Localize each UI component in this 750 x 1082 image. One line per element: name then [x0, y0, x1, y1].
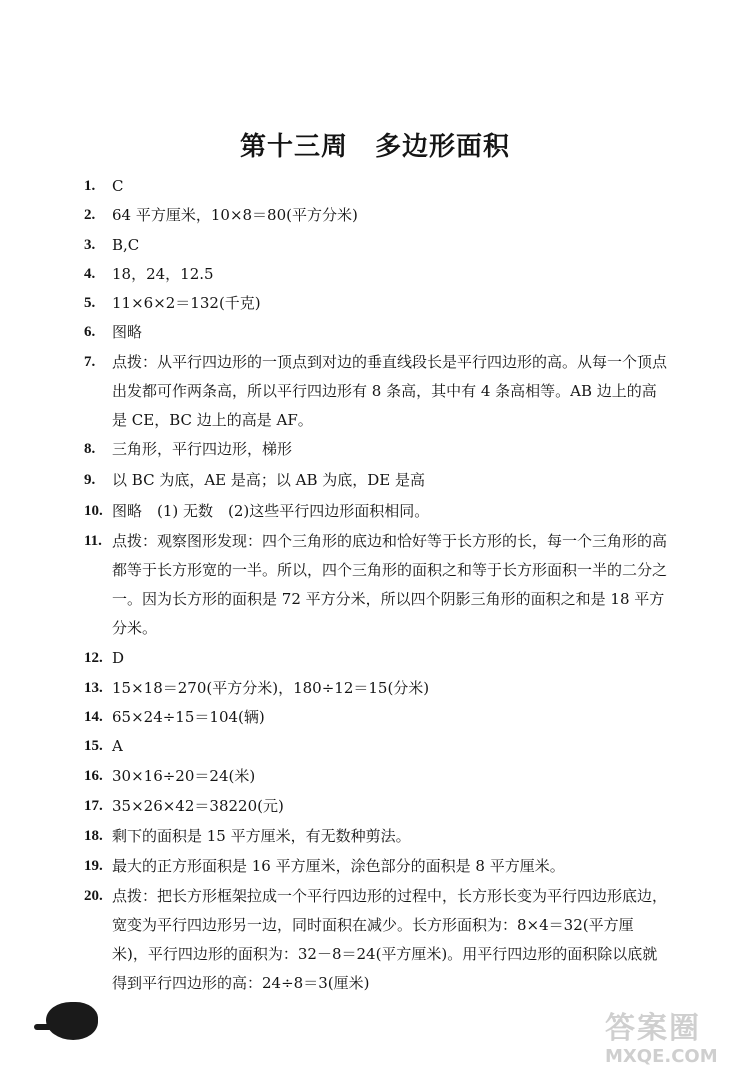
answer-item: [84, 703, 669, 732]
answer-item: [84, 852, 669, 881]
item-text: 点拨：从平行四边形的一顶点到对边的垂直线段长是平行四边形的高。从每一个顶点出发都可作两条高，所以平行四边形有 8 条高，其中有 4 条高相等。AB 边上的高是 CE，BC 边上的高是 AF。: [112, 353, 668, 429]
item-number: 10.: [84, 503, 103, 519]
item-number: 13.: [84, 680, 103, 696]
item-text: 点拨：把长方形框架拉成一个平行四边形的过程中，长方形长变为平行四边形底边，宽变为平行四边形另一边，同时面积在减少。长方形面积为：8×4＝32(平方厘米)，平行四边形的面积为：32－8＝24(平方厘米)。用平行四边形的面积除以底就得到平行四边形的高：24÷8＝3(厘米): [112, 887, 668, 992]
item-text: 15×18＝270(平方分米)，180÷12＝15(分米): [112, 679, 430, 697]
item-number: 4.: [84, 266, 96, 282]
answer-item: [84, 674, 669, 703]
item-text: 点拨：观察图形发现：四个三角形的底边和恰好等于长方形的长，每一个三角形的高都等于长方形宽的一半。所以，四个三角形的面积之和等于长方形面积一半的二分之一。因为长方形的面积是 72 平方分米，所以四个阴影三角形的面积之和是 18 平方分米。: [112, 532, 668, 637]
ink-blot-decoration: [46, 1002, 98, 1040]
item-number: 12.: [84, 650, 103, 666]
item-number: 6.: [84, 324, 96, 340]
item-number: 5.: [84, 295, 96, 311]
item-number: 11.: [84, 533, 102, 549]
item-number: 15.: [84, 738, 103, 754]
answer-item: [84, 201, 669, 230]
item-number: 3.: [84, 237, 96, 253]
answer-item: [84, 882, 669, 998]
item-number: 17.: [84, 798, 103, 814]
item-text: 图略: [112, 323, 143, 341]
answer-item: [84, 231, 669, 260]
item-text: 三角形，平行四边形，梯形: [112, 440, 293, 458]
item-text: 65×24÷15＝104(辆): [112, 708, 265, 726]
watermark: [605, 1012, 745, 1076]
item-number: 1.: [84, 178, 96, 194]
item-text: C: [112, 177, 124, 195]
item-text: 35×26×42＝38220(元): [112, 797, 284, 815]
answer-item: [84, 435, 669, 464]
answer-item: [84, 497, 669, 526]
item-text: A: [112, 737, 123, 755]
answer-item: [84, 318, 669, 347]
item-text: B,C: [112, 236, 140, 254]
item-number: 16.: [84, 768, 103, 784]
answer-item: [84, 289, 669, 318]
ink-blot-tail: [34, 1024, 52, 1030]
answer-item: [84, 348, 669, 435]
answer-item: [84, 260, 669, 289]
item-number: 9.: [84, 472, 96, 488]
item-number: 2.: [84, 207, 96, 223]
answer-item: [84, 762, 669, 791]
item-text: 11×6×2＝132(千克): [112, 294, 261, 312]
watermark-logo: 答案圈: [605, 1011, 701, 1046]
item-number: 18.: [84, 828, 103, 844]
answer-item: [84, 792, 669, 821]
item-text: 30×16÷20＝24(米): [112, 767, 256, 785]
answer-item: [84, 172, 669, 201]
item-text: D: [112, 649, 125, 667]
answer-item: [84, 527, 669, 643]
item-text: 剩下的面积是 15 平方厘米，有无数种剪法。: [112, 827, 411, 845]
item-number: 20.: [84, 888, 103, 904]
watermark-url: MXQE.COM: [605, 1046, 718, 1067]
item-text: 以 BC 为底，AE 是高；以 AB 为底，DE 是高: [112, 471, 426, 489]
item-text: 最大的正方形面积是 16 平方厘米，涂色部分的面积是 8 平方厘米。: [112, 857, 565, 875]
answer-item: [84, 644, 669, 673]
item-number: 14.: [84, 709, 103, 725]
page-title: 第十三周 多边形面积: [239, 132, 510, 162]
item-number: 8.: [84, 441, 96, 457]
answer-item: [84, 466, 669, 495]
answer-item: [84, 822, 669, 851]
item-text: 64 平方厘米，10×8＝80(平方分米): [112, 206, 358, 224]
item-number: 19.: [84, 858, 103, 874]
item-text: 18，24，12.5: [112, 265, 214, 283]
answer-item: [84, 732, 669, 761]
item-number: 7.: [84, 354, 96, 370]
item-text: 图略 (1) 无数 (2)这些平行四边形面积相同。: [112, 502, 430, 520]
